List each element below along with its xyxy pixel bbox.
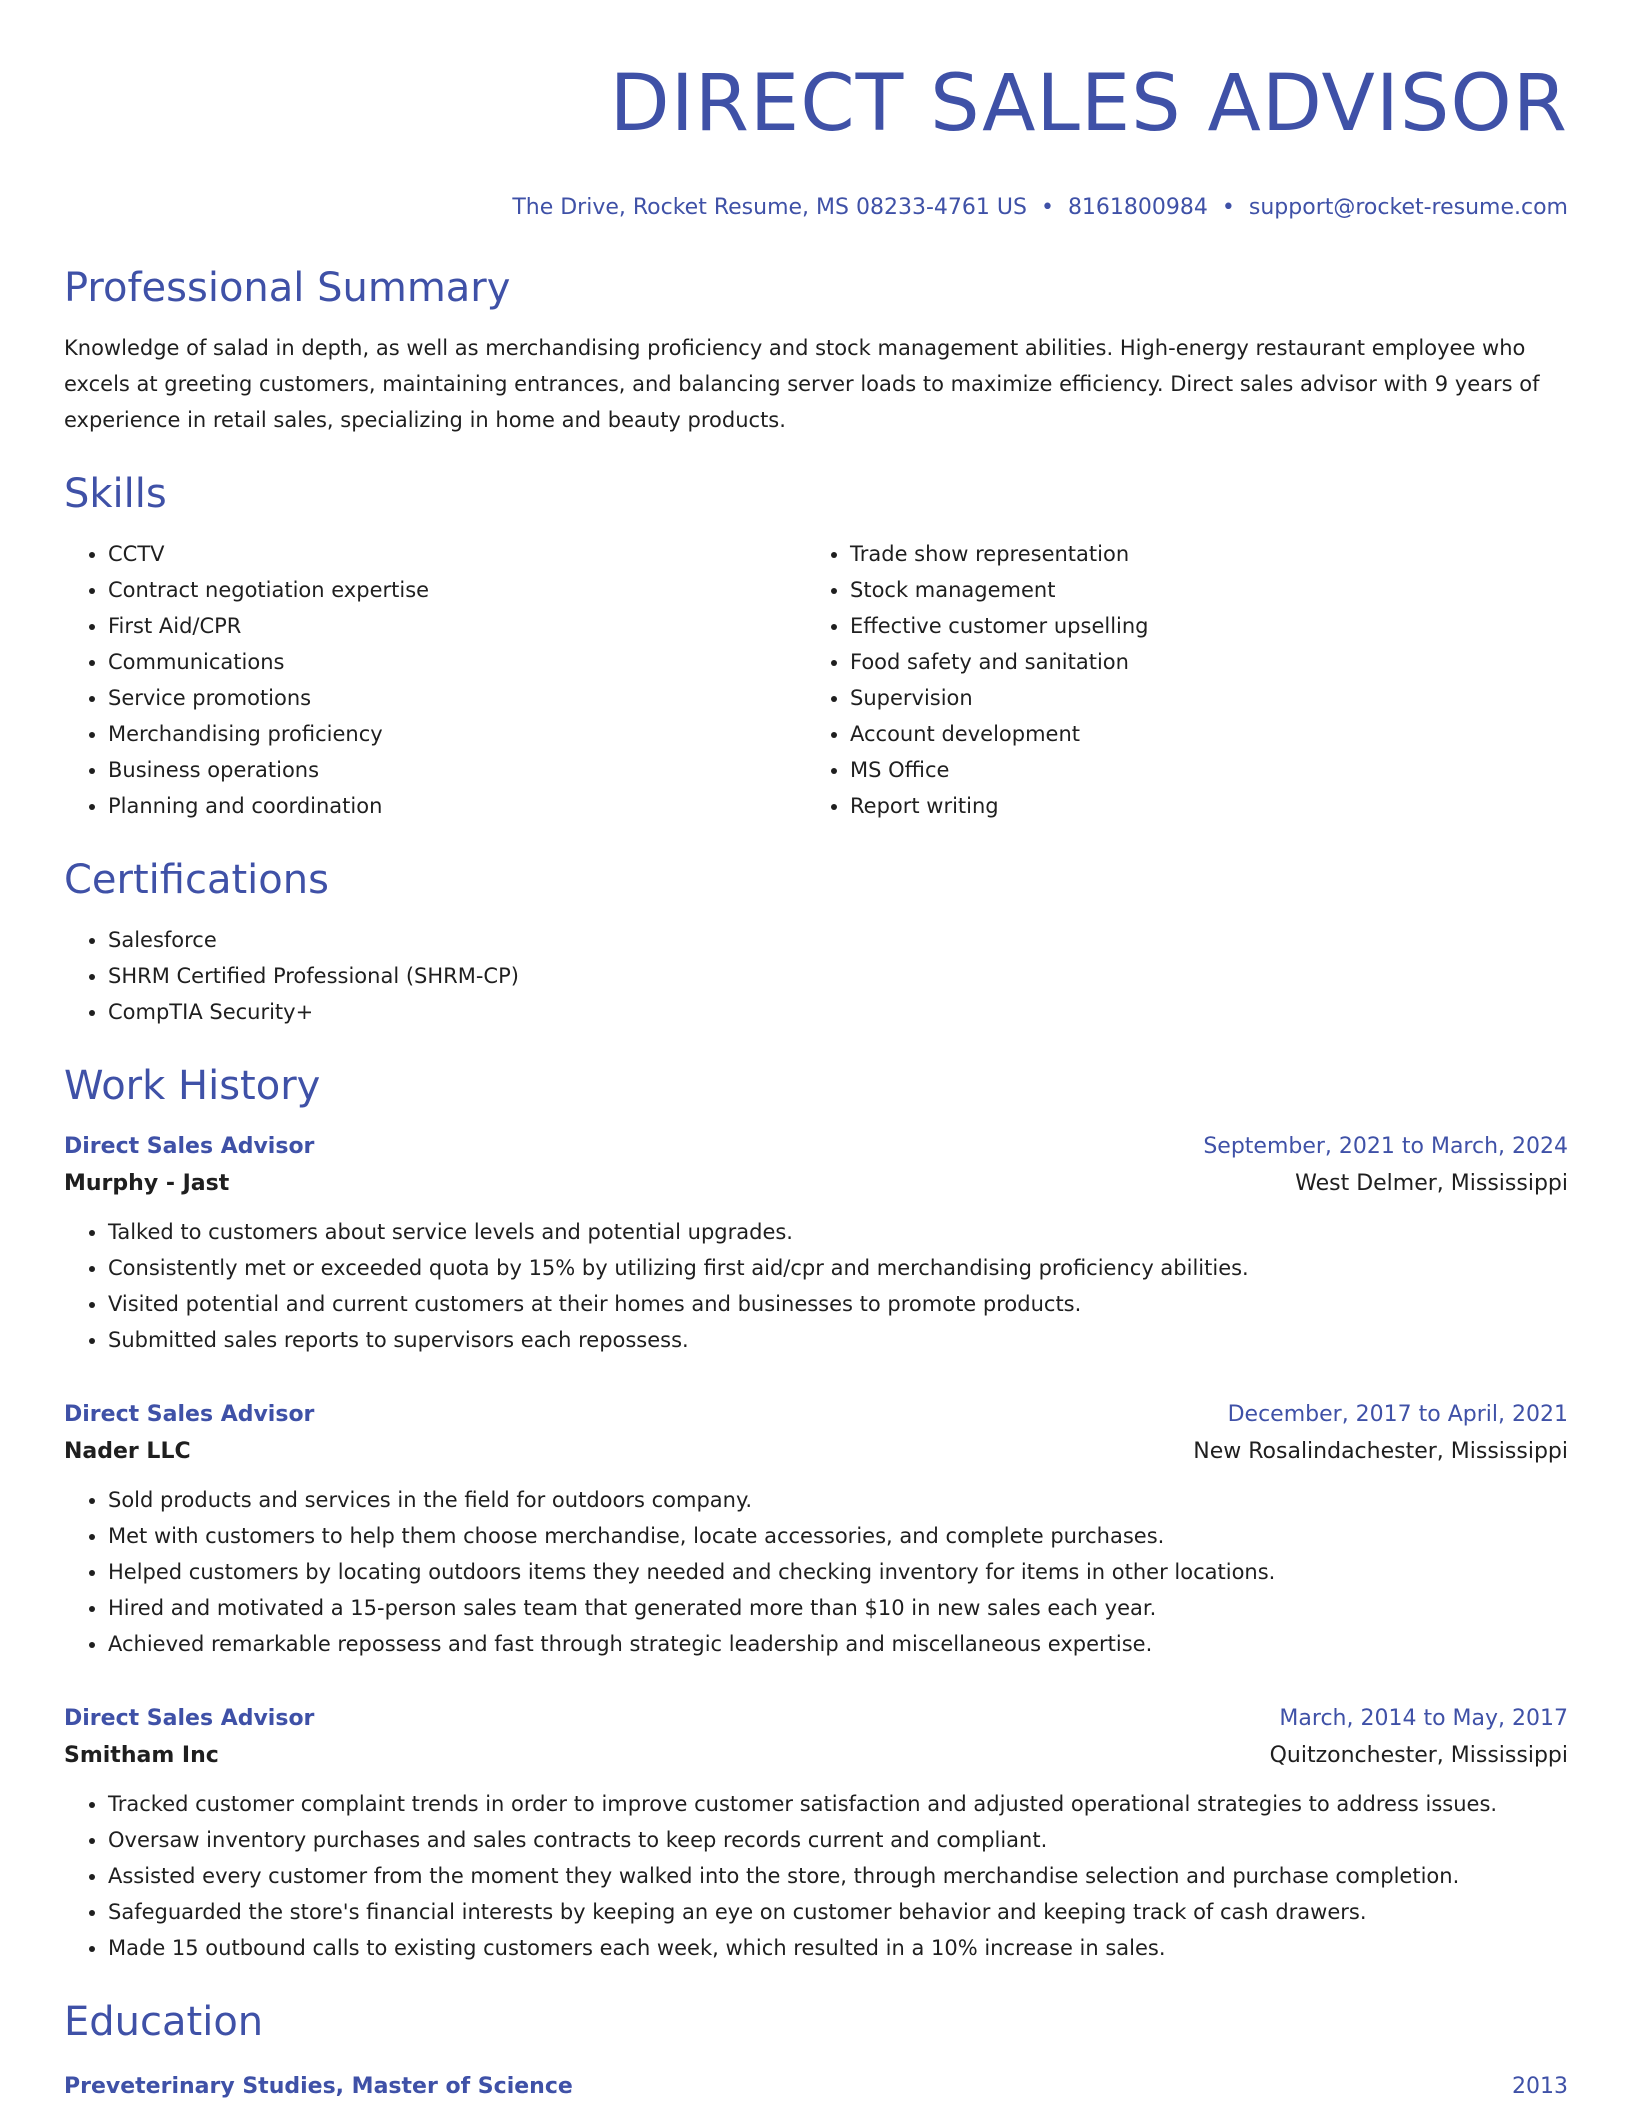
certifications-list xyxy=(64,922,1568,1030)
skill-item: • Business operations xyxy=(108,752,806,788)
skills-section xyxy=(64,468,1568,824)
certifications-heading: Certifications xyxy=(64,857,329,903)
job-duties-list xyxy=(64,1786,1568,1966)
resume-header xyxy=(64,48,1568,224)
education-year: 2013 xyxy=(1512,2074,1568,2099)
job-company: Smitham Inc xyxy=(64,1743,219,1768)
job-duty: • Visited potential and current customers at their homes and businesses to promote products. xyxy=(108,1286,1568,1322)
summary-section xyxy=(64,262,1568,438)
skills-heading: Skills xyxy=(64,471,167,517)
job-dates: December, 2017 to April, 2021 xyxy=(1227,1402,1568,1427)
skill-item: • Planning and coordination xyxy=(108,788,806,824)
skill-item: • MS Office xyxy=(850,752,1548,788)
job-duty: • Sold products and services in the field for outdoors company. xyxy=(108,1482,1568,1518)
candidate-name: DIRECT SALES ADVISOR xyxy=(609,59,1568,149)
job-entry xyxy=(64,1702,1568,1966)
job-company: Nader LLC xyxy=(64,1439,191,1464)
job-duty: • Achieved remarkable repossess and fast through strategic leadership and miscellaneous expertise. xyxy=(108,1626,1568,1662)
job-title: Direct Sales Advisor xyxy=(64,1706,315,1731)
contact-line xyxy=(64,192,1568,224)
certification-item: • Salesforce xyxy=(108,922,1568,958)
job-duty: • Oversaw inventory purchases and sales contracts to keep records current and compliant. xyxy=(108,1822,1568,1858)
job-header-row xyxy=(64,1702,1568,1736)
job-duty: • Tracked customer complaint trends in order to improve customer satisfaction and adjusted operational strategies to address issues. xyxy=(108,1786,1568,1822)
job-location: New Rosalindachester, Mississippi xyxy=(1193,1439,1568,1464)
job-duty: • Assisted every customer from the moment they walked into the store, through merchandise selection and purchase completion. xyxy=(108,1858,1568,1894)
skill-item: • Supervision xyxy=(850,680,1548,716)
job-company: Murphy - Jast xyxy=(64,1171,230,1196)
skill-item: • Trade show representation xyxy=(850,536,1548,572)
job-employer-row xyxy=(64,1736,1568,1776)
skills-list-right xyxy=(806,536,1548,824)
skills-column-right xyxy=(806,536,1548,824)
job-employer-row xyxy=(64,1432,1568,1472)
education-section xyxy=(64,1996,1568,2104)
job-dates: March, 2014 to May, 2017 xyxy=(1279,1706,1568,1731)
job-duties-list xyxy=(64,1214,1568,1358)
summary-heading: Professional Summary xyxy=(64,265,511,311)
skill-item: • First Aid/CPR xyxy=(108,608,806,644)
skill-item: • Account development xyxy=(850,716,1548,752)
skills-grid xyxy=(64,536,1568,824)
skill-item: • Service promotions xyxy=(108,680,806,716)
skills-list-left xyxy=(64,536,806,824)
contact-separator: • xyxy=(1221,195,1235,220)
skill-item: • Report writing xyxy=(850,788,1548,824)
certifications-section xyxy=(64,854,1568,1030)
skill-item: • Contract negotiation expertise xyxy=(108,572,806,608)
job-duty: • Safeguarded the store's financial interests by keeping an eye on customer behavior and keeping track of cash drawers. xyxy=(108,1894,1568,1930)
job-duty: • Consistently met or exceeded quota by 15% by utilizing first aid/cpr and merchandising proficiency abilities. xyxy=(108,1250,1568,1286)
skill-item: • Merchandising proficiency xyxy=(108,716,806,752)
job-duty: • Submitted sales reports to supervisors each repossess. xyxy=(108,1322,1568,1358)
education-entry xyxy=(64,2070,1568,2104)
job-duty: • Helped customers by locating outdoors items they needed and checking inventory for items in other locations. xyxy=(108,1554,1568,1590)
skill-item: • Food safety and sanitation xyxy=(850,644,1548,680)
work-history-section xyxy=(64,1060,1568,1966)
summary-text: Knowledge of salad in depth, as well as merchandising proficiency and stock management abilities. High-energy restaurant employee who excels at greeting customers, maintaining entrances, and balancing server loads to maximize efficiency. Direct sales advisor with 9 years of experience in retail sales, specializing in home and beauty products. xyxy=(64,336,1540,432)
job-location: Quitzonchester, Mississippi xyxy=(1269,1743,1568,1768)
job-duties-list xyxy=(64,1482,1568,1662)
job-duty: • Met with customers to help them choose merchandise, locate accessories, and complete purchases. xyxy=(108,1518,1568,1554)
job-header-row xyxy=(64,1130,1568,1164)
skills-column-left xyxy=(64,536,806,824)
job-dates: September, 2021 to March, 2024 xyxy=(1203,1134,1568,1159)
skill-item: • Effective customer upselling xyxy=(850,608,1548,644)
job-duty: • Talked to customers about service levels and potential upgrades. xyxy=(108,1214,1568,1250)
job-duty: • Hired and motivated a 15-person sales team that generated more than $10 in new sales each year. xyxy=(108,1590,1568,1626)
certification-item: • CompTIA Security+ xyxy=(108,994,1568,1030)
job-title: Direct Sales Advisor xyxy=(64,1402,315,1427)
job-entry xyxy=(64,1398,1568,1662)
certification-item: • SHRM Certified Professional (SHRM-CP) xyxy=(108,958,1568,994)
skill-item: • CCTV xyxy=(108,536,806,572)
job-header-row xyxy=(64,1398,1568,1432)
contact-phone[interactable]: 8161800984 xyxy=(1067,195,1208,220)
contact-separator: • xyxy=(1040,195,1054,220)
work-history-heading: Work History xyxy=(64,1063,321,1109)
job-title: Direct Sales Advisor xyxy=(64,1134,315,1159)
skill-item: • Stock management xyxy=(850,572,1548,608)
education-heading: Education xyxy=(64,1999,264,2045)
education-degree: Preveterinary Studies, Master of Science xyxy=(64,2074,573,2099)
contact-address: The Drive, Rocket Resume, MS 08233-4761 US xyxy=(512,195,1027,220)
contact-email[interactable]: support@rocket-resume.com xyxy=(1248,195,1568,220)
job-employer-row xyxy=(64,1164,1568,1204)
job-location: West Delmer, Mississippi xyxy=(1295,1171,1568,1196)
job-duty: • Made 15 outbound calls to existing customers each week, which resulted in a 10% increase in sales. xyxy=(108,1930,1568,1966)
job-entry xyxy=(64,1130,1568,1358)
skill-item: • Communications xyxy=(108,644,806,680)
